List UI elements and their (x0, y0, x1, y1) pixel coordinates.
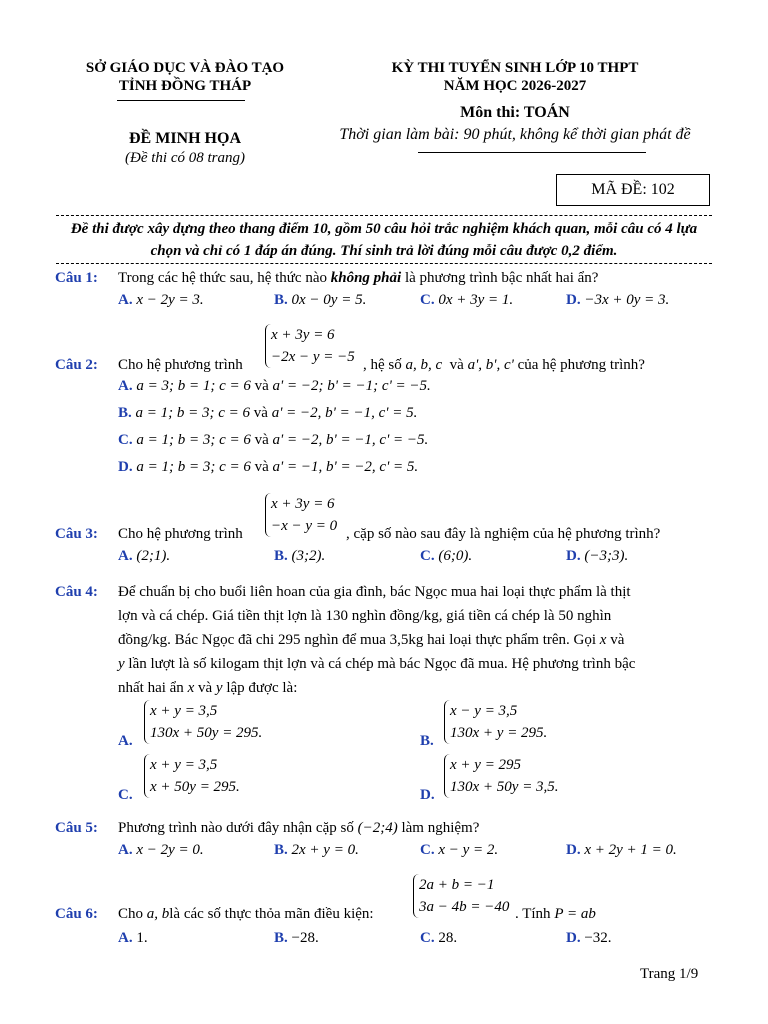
option-b[interactable] (118, 405, 417, 422)
option-a[interactable] (118, 292, 204, 309)
option-math: a = 1; b = 3; c = 6 (136, 459, 251, 475)
equation: x − y = 3,5 (450, 703, 518, 719)
instructions: Đề thi được xây dựng theo thang điểm 10, gồm 50 câu hỏi trắc nghiệm khách quan, mỗi câu có 4 lựa chọn và chỉ có 1 đáp án đúng. Thí sinh trả lời đúng mỗi câu được 0,2 điểm. (70, 221, 698, 259)
header-underline-left (117, 100, 245, 101)
department-line-1: SỞ GIÁO DỤC VÀ ĐÀO TẠO (85, 60, 285, 76)
option-math: x + 2y + 1 = 0. (584, 842, 677, 858)
equation-system (265, 493, 337, 537)
page-number: Trang 1/9 (640, 966, 699, 982)
option-math: a' = −1, b' = −2, c' = 5. (272, 459, 419, 475)
option-math: −3x + 0y = 3. (584, 292, 670, 308)
option-math: (6;0). (438, 548, 473, 564)
equation: 130x + y = 295. (450, 725, 548, 741)
equation: x + 3y = 6 (271, 496, 335, 512)
option-math: x − 2y = 3. (136, 292, 204, 308)
option-d[interactable] (566, 548, 628, 565)
option-math: 0x + 3y = 1. (438, 292, 514, 308)
option-label: B. (274, 930, 288, 946)
option-math: x − y = 2. (438, 842, 499, 858)
option-b[interactable] (274, 292, 366, 309)
variable-x: x (599, 632, 607, 648)
price-carp: 50 (558, 608, 574, 624)
option-c[interactable] (420, 930, 457, 947)
time-limit: Thời gian làm bài: 90 phút, không kể thời gian phát đề (339, 126, 691, 143)
equation: −x − y = 0 (271, 518, 338, 534)
exam-code-box (556, 174, 710, 206)
variable-x: x (187, 680, 195, 696)
pair-math: (−2;4) (357, 820, 398, 836)
option-label: A. (118, 378, 133, 394)
question-text (118, 820, 479, 837)
option-label: C. (420, 548, 435, 564)
question-text-part: , cặp số nào sau đây là nghiệm của hệ phương trình? (346, 526, 661, 542)
question-label: Câu 6: (55, 906, 98, 922)
subject: Môn thi: TOÁN (460, 104, 570, 121)
question-text-part: và (197, 680, 213, 696)
question-text-part: đồng/kg. Bác Ngọc đã chi (118, 632, 275, 648)
option-a[interactable] (118, 842, 204, 859)
question-text-part: hai loại thực phẩm trên. Gọi (427, 632, 597, 648)
weight-total: 3,5kg (389, 632, 424, 648)
option-label: B. (274, 292, 288, 308)
option-math: −32. (584, 930, 612, 946)
question-text-part: nhất hai ẩn (118, 680, 184, 696)
option-d[interactable] (420, 787, 435, 804)
exam-title-line-2: NĂM HỌC 2026-2027 (443, 78, 587, 94)
question-text-part: Cho (118, 906, 144, 922)
option-math: 1. (136, 930, 148, 946)
conjunction: và (254, 459, 269, 475)
question-text (515, 906, 596, 923)
emphasis-text: không phải (330, 270, 402, 286)
equation-system (265, 324, 355, 368)
option-math: (3;2). (291, 548, 326, 564)
amount-spent: 295 (277, 632, 301, 648)
question-text-part: làm nghiệm? (401, 820, 480, 836)
option-label: C. (118, 787, 133, 803)
option-math: a = 1; b = 3; c = 6 (136, 432, 251, 448)
question-label: Câu 1: (55, 270, 98, 286)
target-expression: P = ab (554, 906, 596, 922)
department-line-2: TỈNH ĐỒNG THÁP (118, 78, 252, 94)
exam-code: MÃ ĐỀ: 102 (591, 181, 675, 198)
option-label: D. (566, 930, 581, 946)
variable-y: y (118, 656, 125, 672)
question-text (118, 270, 598, 287)
question-text-part: là phương trình bậc nhất hai ẩn? (401, 270, 599, 286)
question-text-part: nghìn đồng/kg, giá tiền cá chép là (351, 608, 555, 624)
question-text-part: lập được là: (226, 680, 298, 696)
option-label: A. (118, 733, 133, 749)
option-b[interactable] (420, 733, 434, 750)
question-text-part: là các số thực thỏa mãn điều kiện: (169, 906, 374, 922)
question-line-4 (118, 656, 713, 673)
option-label: B. (274, 842, 288, 858)
option-label: B. (118, 405, 132, 421)
conjunction: và (254, 378, 269, 394)
equation: 130x + 50y = 295. (150, 725, 263, 741)
option-math: 0x − 0y = 5. (291, 292, 367, 308)
document-type: ĐỀ MINH HỌA (129, 130, 241, 147)
divider-bottom (56, 263, 712, 264)
option-d[interactable] (566, 292, 669, 309)
question-text-part: , hệ số (363, 357, 402, 373)
option-c[interactable] (420, 842, 498, 859)
question-text-part: lần lượt là số kilogam thịt lợn và cá chép mà bác Ngọc đã mua. Hệ phương trình bậc (128, 656, 636, 672)
divider-top (56, 215, 712, 216)
coefficient-math: a, b, c (405, 357, 443, 373)
question-text-part: và (449, 357, 464, 373)
question-label: Câu 2: (55, 357, 98, 373)
option-math: 2x + y = 0. (291, 842, 359, 858)
option-math: 28. (438, 930, 458, 946)
price-pork: 130 (325, 608, 348, 624)
option-b[interactable] (274, 842, 359, 859)
option-a-system (144, 700, 262, 744)
header-underline-right (418, 152, 646, 153)
question-line-1: Để chuẩn bị cho buổi liên hoan của gia đình, bác Ngọc mua hai loại thực phẩm là thịt (118, 584, 631, 600)
option-b[interactable] (274, 548, 325, 565)
option-math: −28. (291, 930, 319, 946)
equation: 3a − 4b = −40 (419, 899, 510, 915)
option-a[interactable] (118, 548, 170, 565)
equation-system (413, 874, 509, 918)
option-c[interactable] (420, 292, 513, 309)
option-math: a' = −2; b' = −1; c' = −5. (272, 378, 431, 394)
option-c[interactable] (420, 548, 472, 565)
question-label: Câu 5: (55, 820, 98, 836)
option-label: D. (118, 459, 133, 475)
equation: −2x − y = −5 (271, 349, 355, 365)
option-math: a' = −2, b' = −1, c' = 5. (271, 405, 418, 421)
option-c-system (144, 754, 240, 798)
option-math: (2;1). (136, 548, 171, 564)
option-label: A. (118, 548, 133, 564)
option-label: C. (118, 432, 133, 448)
coefficient-math: a', b', c' (467, 357, 514, 373)
question-label: Câu 3: (55, 526, 98, 542)
question-text-part: và (610, 632, 625, 648)
pages-note: (Đề thi có 08 trang) (125, 150, 245, 166)
option-label: B. (274, 548, 288, 564)
option-label: A. (118, 930, 133, 946)
equation: x + y = 295 (450, 757, 522, 773)
option-label: D. (566, 548, 581, 564)
option-label: C. (420, 930, 435, 946)
equation: x + y = 3,5 (150, 757, 218, 773)
question-text (363, 357, 645, 374)
question-text-part: Cho hệ phương trình (118, 526, 243, 542)
option-math: a = 3; b = 1; c = 6 (136, 378, 251, 394)
option-b[interactable] (274, 930, 319, 947)
option-label: D. (420, 787, 435, 803)
question-label: Câu 4: (55, 584, 98, 600)
option-label: C. (420, 842, 435, 858)
option-math: (−3;3). (584, 548, 629, 564)
option-d-system (444, 754, 559, 798)
question-text-part: Cho hệ phương trình (118, 357, 243, 373)
option-b-system (444, 700, 547, 744)
equation: 2a + b = −1 (419, 877, 495, 893)
conjunction: và (253, 405, 268, 421)
question-text-part: nghìn (577, 608, 612, 624)
option-d[interactable] (118, 459, 418, 476)
option-a[interactable] (118, 930, 148, 947)
option-c[interactable] (118, 432, 428, 449)
variable-y: y (215, 680, 223, 696)
question-text-part: Phương trình nào dưới đây nhận cặp số (118, 820, 354, 836)
equation: x + y = 3,5 (150, 703, 218, 719)
option-label: A. (118, 292, 133, 308)
option-math: a' = −2, b' = −1, c' = −5. (272, 432, 429, 448)
option-label: C. (420, 292, 435, 308)
variables-math: a, b (146, 906, 170, 922)
option-math: a = 1; b = 3; c = 6 (135, 405, 251, 421)
question-text (118, 906, 374, 923)
question-text-part: lợn và cá chép. Giá tiền thịt lợn là (118, 608, 322, 624)
question-text-part: nghìn để mua (304, 632, 386, 648)
question-line-5 (118, 680, 297, 697)
question-line-2 (118, 608, 713, 625)
equation: 130x + 50y = 3,5. (450, 779, 559, 795)
option-d[interactable] (566, 842, 677, 859)
question-text-part: Trong các hệ thức sau, hệ thức nào (118, 270, 331, 286)
equation: x + 3y = 6 (271, 327, 335, 343)
question-text-part: của hệ phương trình? (517, 357, 645, 373)
equation: x + 50y = 295. (150, 779, 240, 795)
option-a[interactable] (118, 733, 133, 750)
option-a[interactable] (118, 378, 431, 395)
option-c[interactable] (118, 787, 133, 804)
question-text-part: . Tính (515, 906, 551, 922)
option-label: D. (566, 292, 581, 308)
question-line-3 (118, 632, 713, 649)
option-label: D. (566, 842, 581, 858)
option-label: A. (118, 842, 133, 858)
option-d[interactable] (566, 930, 612, 947)
exam-title-line-1: KỲ THI TUYỂN SINH LỚP 10 THPT (391, 60, 639, 76)
option-label: B. (420, 733, 434, 749)
option-math: x − 2y = 0. (136, 842, 204, 858)
conjunction: và (254, 432, 269, 448)
